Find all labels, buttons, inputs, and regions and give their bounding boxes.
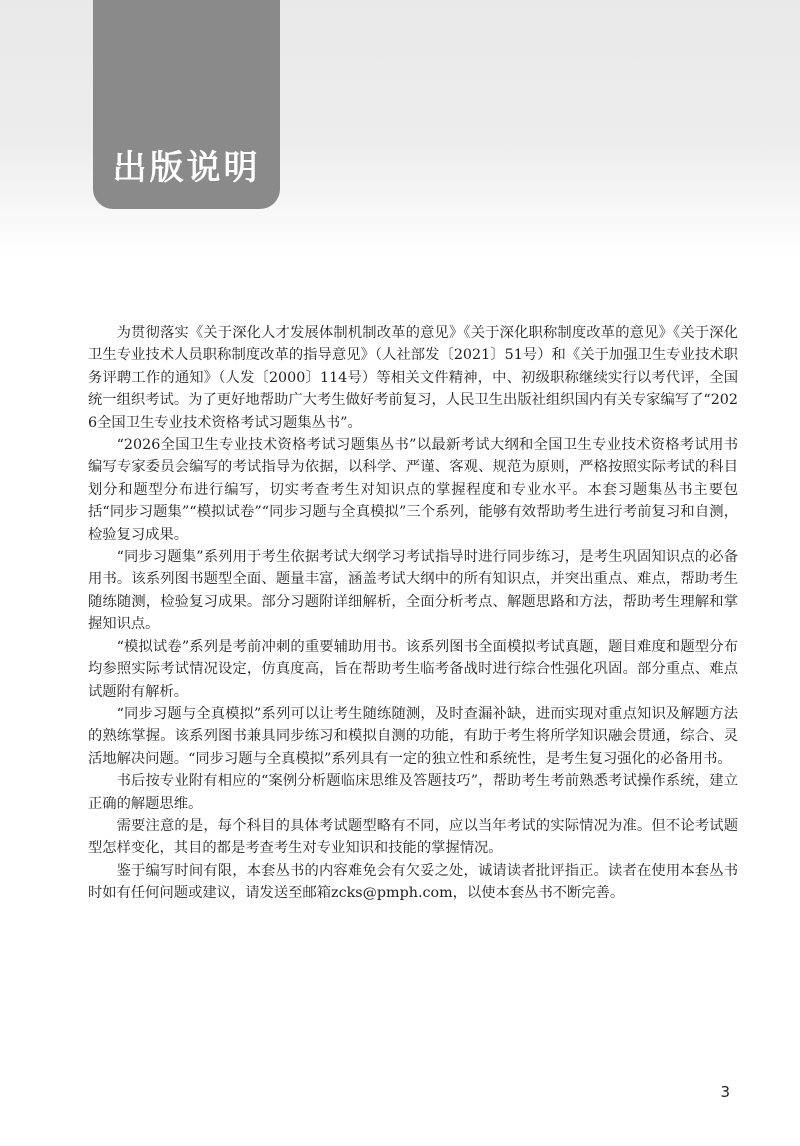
page-title: 出版说明: [112, 148, 261, 188]
paragraph-7: 需要注意的是，每个科目的具体考试题型略有不同，应以当年考试的实际情况为准。但不论考试题型怎样变化，其目的都是考查考生对专业知识和技能的掌握情况。: [88, 817, 738, 857]
paragraph-8: 鉴于编写时间有限，本套丛书的内容难免会有欠妥之处，诚请读者批评指正。读者在使用本套丛书时如有任何问题或建议，请发送至邮箱zcks@pmph.com，以使本套丛书不断完善。: [88, 862, 738, 902]
paragraph-1: 为贯彻落实《关于深化人才发展体制机制改革的意见》《关于深化职称制度改革的意见》《关于深化卫生专业技术人员职称制度改革的指导意见》（人社部发〔2021〕51号）和《关于加强卫生专业技术职务评聘工作的通知》（人发〔2000〕114号）等相关文件精神，中、初级职称继续实行以考代评，全国统一组织考试。为了更好地帮助广大考生做好考前复习，人民卫生出版社组织国内有关专家编写了“2026全国卫生专业技术资格考试习题集丛书”。: [88, 325, 738, 431]
paragraph-3: “同步习题集”系列用于考生依据考试大纲学习考试指导时进行同步练习，是考生巩固知识点的必备用书。该系列图书题型全面、题量丰富，涵盖考试大纲中的所有知识点，并突出重点、难点，帮助考生随练随测，检验复习成果。部分习题附详细解析，全面分析考点、解题思路和方法，帮助考生理解和掌握知识点。: [88, 549, 738, 633]
paragraph-5: “同步习题与全真模拟”系列可以让考生随练随测，及时查漏补缺，进而实现对重点知识及解题方法的熟练掌握。该系列图书兼具同步练习和模拟自测的功能，有助于考生将所学知识融会贯通，综合、灵活地解决问题。“同步习题与全真模拟”系列具有一定的独立性和系统性，是考生复习强化的必备用书。: [88, 705, 738, 767]
title-tab: [93, 0, 280, 209]
paragraph-6: 书后按专业附有相应的“案例分析题临床思维及答题技巧”，帮助考生考前熟悉考试操作系统，建立正确的解题思维。: [88, 773, 738, 812]
paragraph-4: “模拟试卷”系列是考前冲刺的重要辅助用书。该系列图书全面模拟考试真题，题目难度和题型分布均参照实际考试情况设定，仿真度高，旨在帮助考生临考备战时进行综合性强化巩固。部分重点、难点试题附有解析。: [88, 638, 738, 700]
page-number: 3: [720, 1083, 730, 1101]
paragraph-2: “2026全国卫生专业技术资格考试习题集丛书”以最新考试大纲和全国卫生专业技术资格考试用书编写专家委员会编写的考试指导为依据，以科学、严谨、客观、规范为原则，严格按照实际考试的科目划分和题型分布进行编写，切实考查考生对知识点的掌握程度和专业水平。本套习题集丛书主要包括“同步习题集”“模拟试卷”“同步习题与全真模拟”三个系列，能够有效帮助考生进行考前复习和自测，检验复习成果。: [88, 437, 738, 543]
body-text: [88, 322, 738, 905]
